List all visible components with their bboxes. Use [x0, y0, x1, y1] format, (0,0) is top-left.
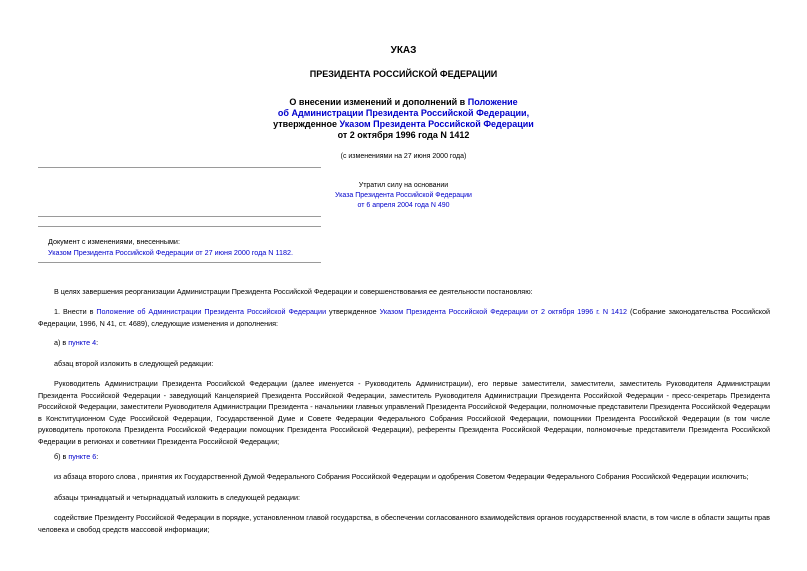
- subparagraph-a: [54, 337, 774, 349]
- paragraph-text: а) в: [54, 338, 69, 347]
- regulation-link[interactable]: Положение об Администрации Президента Российской Федерации: [96, 307, 327, 316]
- document-subject: [0, 97, 807, 141]
- divider: [38, 216, 321, 217]
- divider: [38, 226, 321, 227]
- paragraph-text: утвержденное: [326, 307, 380, 316]
- paragraph-text: :: [96, 452, 99, 461]
- clause-6-link[interactable]: пункте 6: [68, 452, 97, 461]
- amending-decree-link[interactable]: Указом Президента Российской Федерации от 27 июня 2000 года N 1182.: [48, 248, 293, 257]
- subject-line-1: [0, 97, 807, 108]
- document-changes-note: [48, 236, 448, 258]
- subparagraph-b-instruction-1: из абзаца второго слова , принятия их Государственной Думой Федерального Собрания Российской Федерации и одобрения Советом Федерации Федерального Собрания Российской Федерации исключить;: [54, 472, 749, 481]
- paragraph-1: [38, 306, 770, 329]
- repeal-decree-date-link[interactable]: от 6 апреля 2004 года N 490: [357, 202, 450, 209]
- document-changes-label: Документ с изменениями, внесенными:: [48, 237, 180, 246]
- subparagraph-a-instruction: абзац второй изложить в следующей редакции:: [54, 359, 214, 368]
- amendments-note: (с изменениями на 27 июня 2000 года): [340, 153, 467, 160]
- repeal-decree-link[interactable]: Указа Президента Российской Федерации: [335, 192, 472, 199]
- quoted-paragraph: Руководитель Администрации Президента Российской Федерации (далее именуется - Руководитель Администрации), его первые заместители, заместители, заместитель Руководителя Администрации Президента Российской Федерации - заведующий Канцелярией Президента Российской Федерации, заместитель Руководителя Администрации Президента Российской Федерации - пресс-секретарь Президента Российской Федерации, заместители Руководителя Администрации Президента - начальники главных управлений Президента Российской Федерации, полномочные представители Президента Российской Федерации в Конституционном Суде Российской Федерации, Государственной Думе и Совете Федерации Федерального Собрания Российской Федерации, помощники Президента Российской Федерации (в том числе руководитель протокола Президента Российской Федерации помощник Президента Российской Федерации), референты Президента Российской Федерации, полномочные представители Президента Российской Федерации в регионах и советники Президента Российской Федерации;: [38, 379, 770, 446]
- issuer-title: ПРЕЗИДЕНТА РОССИЙСКОЙ ФЕДЕРАЦИИ: [309, 69, 498, 79]
- paragraph-text: 1. Внести в: [54, 307, 97, 316]
- regulation-link-continued[interactable]: об Администрации Президента Российской Федерации,: [277, 108, 530, 118]
- intro-paragraph: В целях завершения реорганизации Администрации Президента Российской Федерации и совершенствования ее деятельности постановляю:: [54, 287, 533, 296]
- subject-line-3: [0, 119, 807, 130]
- subparagraph-b-instruction-2: абзацы тринадцатый и четырнадцатый изложить в следующей редакции:: [54, 493, 301, 502]
- decree-1412-link[interactable]: Указом Президента Российской Федерации от 2 октября 1996 г. N 1412: [379, 307, 628, 316]
- divider: [38, 167, 321, 168]
- subject-text: утвержденное: [273, 119, 340, 129]
- paragraph-text: б) в: [54, 452, 69, 461]
- subject-date-number: от 2 октября 1996 года N 1412: [337, 130, 470, 140]
- subparagraph-b: [54, 451, 774, 463]
- decree-link[interactable]: Указом Президента Российской Федерации: [339, 119, 534, 129]
- paragraph-text: (Собрание законодательства Российской Федерации, 1996, N 41, ст. 4689), следующие изменения и дополнения:: [38, 307, 771, 328]
- document-type-title: УКАЗ: [390, 45, 417, 56]
- clause-4-link[interactable]: пункте 4: [68, 338, 97, 347]
- subparagraph-b-text: содействие Президенту Российской Федерации в порядке, установленном главой государства, в обеспечении согласованного взаимодействия органов государственной власти, в том числе в области защиты прав человека и свобод средств массовой информации;: [38, 513, 770, 534]
- paragraph-text: :: [96, 338, 99, 347]
- regulation-link[interactable]: Положение: [467, 97, 518, 107]
- divider: [38, 262, 321, 263]
- repeal-note: [210, 181, 597, 211]
- repeal-note-text: Утратил силу на основании: [358, 182, 449, 189]
- subject-text: О внесении изменений и дополнений в: [289, 97, 468, 107]
